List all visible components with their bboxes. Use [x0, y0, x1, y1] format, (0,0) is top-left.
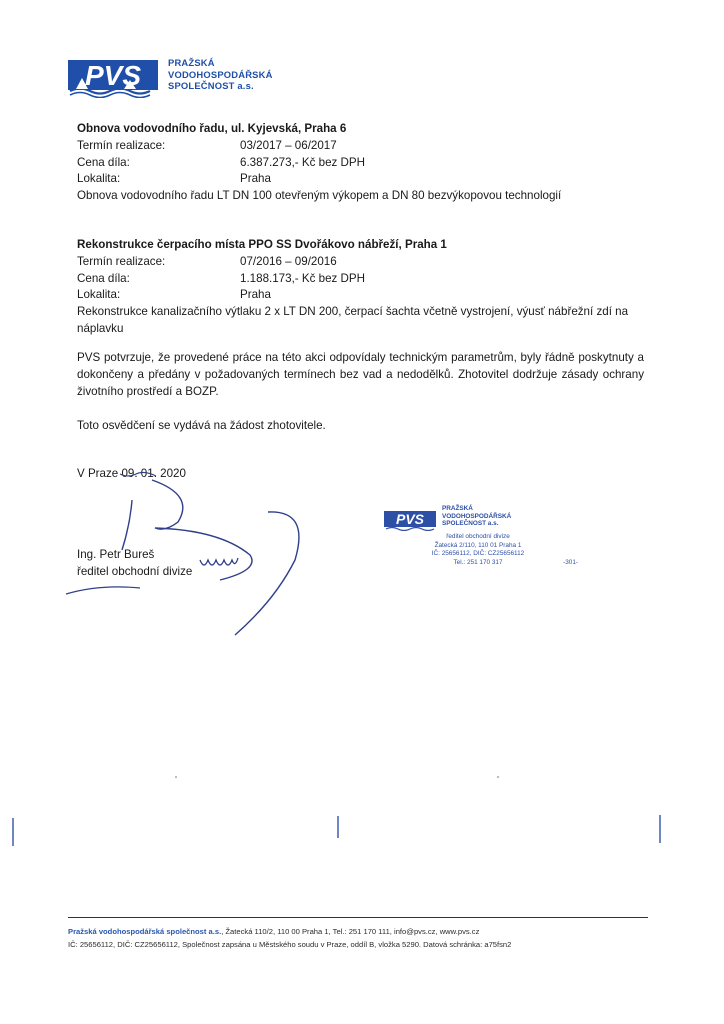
project-description: Obnova vodovodního řadu LT DN 100 otevřeným výkopem a DN 80 bezvýkopovou technologií — [77, 189, 562, 203]
footer-company: Pražská vodohospodářská společnost a.s. — [68, 927, 222, 936]
signer-name: Ing. Petr Bureš — [77, 548, 155, 561]
scan-dot — [175, 776, 177, 778]
logo-line: VODOHOSPODÁŘSKÁ — [168, 68, 273, 80]
stamp-logo-icon — [384, 509, 438, 531]
stamp-company-name — [442, 505, 511, 528]
pvs-logo — [68, 56, 298, 100]
footer-line-2: IČ: 25656112, DIČ: CZ25656112, Společnost zapsána u Městského soudu v Praze, oddíl B, vložka 5290. Datová schránka: a75fsn2 — [68, 940, 512, 949]
row-label: Lokalita: — [77, 172, 121, 186]
project-row-term — [77, 138, 677, 155]
project-row-price — [77, 155, 677, 172]
scan-mark — [337, 816, 339, 838]
footer-line-1 — [68, 925, 511, 938]
project-row-term — [77, 254, 677, 271]
row-label: Termín realizace: — [77, 138, 166, 152]
project-title: Rekonstrukce čerpacího místa PPO SS Dvořákovo nábřeží, Praha 1 — [77, 238, 447, 251]
row-value: 1.188.173,- Kč bez DPH — [240, 271, 366, 285]
stamp-name-line: SPOLEČNOST a.s. — [442, 520, 499, 528]
logo-company-name — [168, 57, 273, 92]
page-footer — [68, 925, 511, 951]
scan-dot — [497, 776, 499, 778]
pvs-logo-mark-icon — [68, 56, 160, 98]
request-note: Toto osvědčení se vydává na žádost zhotovitele. — [77, 419, 326, 432]
row-label: Cena díla: — [77, 155, 130, 169]
row-label: Termín realizace: — [77, 254, 166, 268]
stamp-line: Žatecká 2/110, 110 01 Praha 1 — [434, 541, 522, 549]
project-1 — [77, 121, 677, 205]
confirmation-paragraph: PVS potvrzuje, že provedené práce na této akci odpovídaly technickým parametrům, byly řádně poskytnuty a dokončeny a předány v požadovaných termínech bez vad a nedodělků. Zhotovitel dodržuje zásady ochrany životního prostředí a BOZP. — [77, 351, 644, 398]
svg-text:PVS: PVS — [84, 60, 142, 91]
row-label: Cena díla: — [77, 271, 130, 285]
row-value: 6.387.273,- Kč bez DPH — [240, 155, 366, 169]
project-description: Rekonstrukce kanalizačního výtlaku 2 x LT DN 200, čerpací šachta včetně vystrojení, výusť nábřežní zdí na náplavku — [77, 305, 629, 335]
signer-block — [77, 547, 192, 581]
stamp-name-line: PRAŽSKÁ — [442, 505, 473, 512]
row-value: Praha — [240, 172, 271, 186]
date-line: V Praze 09. 01. 2020 — [77, 467, 186, 480]
project-title: Obnova vodovodního řadu, ul. Kyjevská, Praha 6 — [77, 122, 347, 135]
project-row-price — [77, 271, 677, 288]
stamp-line: ředitel obchodní divize — [446, 533, 510, 540]
row-value: 03/2017 – 06/2017 — [240, 138, 337, 152]
project-2 — [77, 237, 677, 338]
stamp-details — [398, 533, 578, 567]
svg-text:PVS: PVS — [395, 511, 425, 527]
footer-divider — [68, 917, 648, 918]
project-row-locality — [77, 287, 677, 304]
logo-line: SPOLEČNOST a.s. — [168, 80, 254, 92]
stamp-line: Tel.: 251 170 317 — [453, 558, 503, 566]
stamp-name-line: VODOHOSPODÁŘSKÁ — [442, 512, 512, 520]
project-row-locality — [77, 171, 677, 188]
row-label: Lokalita: — [77, 288, 121, 302]
stamp-number: -301- — [563, 558, 578, 566]
footer-contact: , Žatecká 110/2, 110 00 Praha 1, Tel.: 251 170 111, info@pvs.cz, www.pvs.cz — [221, 927, 480, 936]
row-value: 07/2016 – 09/2016 — [240, 254, 337, 268]
row-value: Praha — [240, 288, 271, 302]
company-stamp — [384, 505, 578, 583]
scan-mark — [659, 815, 661, 843]
logo-line: PRAŽSKÁ — [168, 57, 215, 68]
scan-mark — [12, 818, 14, 846]
stamp-line: IČ: 25656112, DIČ: CZ25656112 — [431, 550, 525, 558]
signer-role: ředitel obchodní divize — [77, 564, 193, 578]
